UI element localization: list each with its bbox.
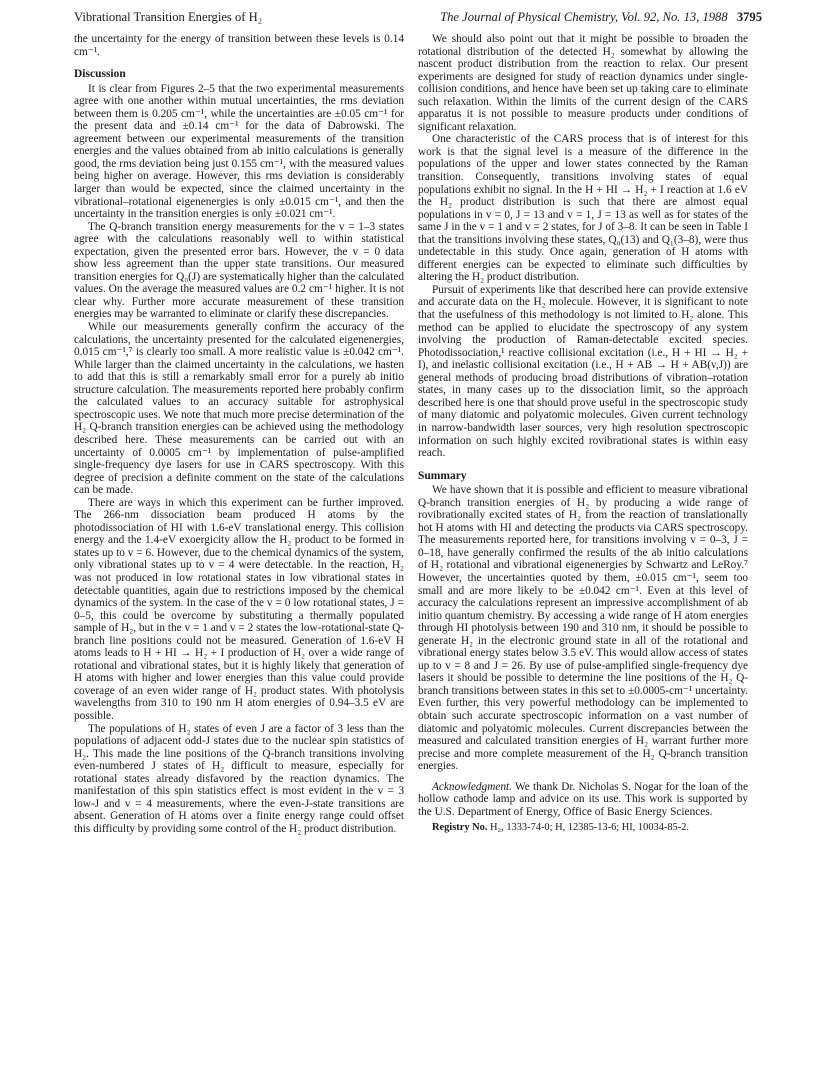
registry-text: H₂, 1333-74-0; H, 12385-13-6; HI, 10034-85-2. xyxy=(487,822,690,834)
discussion-paragraph: Pursuit of experiments like that described here can provide extensive and accurate data on the H₂ molecule. However, it is significant to note that the usefulness of this methodology is not limited to H₂ alone. This method can be applied to elucidate the spectroscopy of any system involving the production of Raman-detectable excited species. Photodissociation,¹ reactive collisional excitation (i.e., H + HI → H₂ + I), and inelastic collisional excitation (i.e., H + AB → H + AB(v,J)) are general methods of producing broad distributions of vibration–rotation states, in many cases up to the dissociation limit, so the approach described here is one that should prove useful in the spectroscopic study of many diatomic and polyatomic molecules. Given current technology in narrow-bandwidth laser sources, very high resolution spectroscopic information on such highly excited rovibrational states is within easy reach. xyxy=(418,283,748,460)
discussion-paragraph: There are ways in which this experiment can be further improved. The 266-nm dissociation beam produced H atoms by the photodissociation of HI with 1.6-eV translational energy. This collision energy and the 1.4-eV exoergicity allow the H₂ product to be formed in states up to v = 6. However, due to the chemical dynamics of the system, only vibrational states up to v = 4 were detectable. In the reaction, H₂ was not produced in low rotational states in low vibrational states in detectable quantities, again due to restrictions imposed by the chemical dynamics of the system. In the case of the v = 0 low rotational states, J = 0–5, this could be overcome by substituting a thermally populated sample of H₂, but in the v = 1 and v = 2 states the low-rotational-state Q-branch line positions could not be measured. Generation of 1.6-eV H atoms leads to H + HI → H₂ + I production of H₂ over a wide range of rotational and vibrational states, but it is highly likely that generation of H atoms with higher and lower energies than this value could provide coverage of an even wider range of H₂ product states. With photolysis wavelengths from 310 to 190 nm H atom energies of 0.94–3.5 eV are possible. xyxy=(74,496,404,722)
registry-label: Registry No. xyxy=(432,822,488,834)
discussion-paragraph: The Q-branch transition energy measurements for the v = 1–3 states agree with the calculations reasonably well to within statistical expectation, given the presented error bars. However, the v = 0 data show less agreement than the upper state transitions. Our measured transition energies for Q₀(J) are systematically higher than the calculated values. On the average the measured values are 0.2 cm⁻¹ higher. It is not clear why. Further more accurate measurement of these transition energies may be warranted to eliminate or clarify these discrepancies. xyxy=(74,220,404,321)
running-title: Vibrational Transition Energies of H₂ xyxy=(74,10,263,24)
registry-numbers xyxy=(418,822,748,835)
journal-citation: The Journal of Physical Chemistry, Vol. 92, No. 13, 1988 xyxy=(440,10,728,24)
acknowledgment-text: We thank Dr. Nicholas S. Nogar for the loan of the hollow cathode lamp and advice on its use. This work is supported by the U.S. Department of Energy, Office of Basic Energy Sciences. xyxy=(418,780,748,818)
page-number: 3795 xyxy=(736,10,762,24)
discussion-paragraph: We should also point out that it might be possible to broaden the rotational distribution of the detected H₂ somewhat by allowing the nascent product distribution from the reaction to relax. Our present experiments are designed for study of reaction dynamics under single-collision conditions, and hence have been set up taking care to eliminate such relaxation. Within the limits of the current design of the CARS apparatus it is not possible to measure products under conditions of significant relaxation. xyxy=(418,33,748,133)
discussion-heading: Discussion xyxy=(74,68,126,81)
acknowledgment-paragraph xyxy=(418,781,748,819)
summary-paragraph: We have shown that it is possible and efficient to measure vibrational Q-branch transition energies of H₂ by producing a wide range of rovibrationally excited states of H₂ from the reaction of translationally hot H atoms with HI and detecting the products via CARS spectroscopy. The measurements reported here, for transitions involving v = 0–3, J = 0–18, have generally confirmed the results of the ab initio calculations of H₂ rotational and vibrational eigenenergies by Schwartz and LeRoy.⁷ However, the uncertainties quoted by them, ±0.015 cm⁻¹, seem too small and are more likely to be ±0.042 cm⁻¹. Even at this level of accuracy the calculations represent an impressive accomplishment of ab initio quantum chemistry. By accessing a wide range of H atom energies through HI photolysis between 190 and 310 nm, it should be possible to generate H₂ in the electronic ground state in all of the rotational and vibrational energy states below 3.5 eV. This would allow access of states up to v = 8 and J = 26. By use of pulse-amplified single-frequency dye lasers it should be possible to determine the line positions of the H₂ Q-branch transitions between states in this set to ±0.0005-cm⁻¹ uncertainty. Even further, this very powerful methodology can be implemented to obtain such accurate spectroscopic information on a vast number of diatomic and polyatomic molecules. Current discrepancies between the measured and calculated transition energies of H₂ warrant further more precise and more complete measurement of the H₂ Q-branch transition energies. xyxy=(418,484,748,773)
right-column xyxy=(418,33,748,835)
journal-header xyxy=(440,10,762,25)
acknowledgment-label: Acknowledgment. xyxy=(432,780,512,793)
discussion-paragraph: It is clear from Figures 2–5 that the two experimental measurements agree with one another within mutual uncertainties, the rms deviation between them is 0.205 cm⁻¹, while the uncertainties are ±0.05 cm⁻¹ for the present data and ±0.14 cm⁻¹ for the data of Dabrowski. The agreement between our experimental measurements of the transition energies and the values obtained from ab initio calculations is generally good, the rms deviation being just 0.155 cm⁻¹, with the measured values being higher on average. However, this rms deviation is considerably larger than would be expected, since the claimed uncertainty in the vibrational–rotational eigenenergies is only ±0.015 cm⁻¹, and then the uncertainty in the transition energies is only ±0.021 cm⁻¹. xyxy=(74,82,404,221)
discussion-paragraph: While our measurements generally confirm the accuracy of the calculations, the uncertainty presented for the calculated eigenenergies, 0.015 cm⁻¹,⁷ is clearly too small. A more realistic value is ±0.042 cm⁻¹. While larger than the claimed uncertainty in the calculations, we hasten to add that this is still a remarkably small error for a purely ab initio structure calculation. The measurements reported here probably confirm the calculated values to an accuracy suitable for astrophysical spectroscopic uses. We note that much more precise determination of the H₂ Q-branch transition energies can be achieved using the methodology described here. These measurements can be carried out with an uncertainty of 0.0005 cm⁻¹ by implementation of pulse-amplified single-frequency dye lasers for use in CARS spectroscopy. With this degree of precision a definite comment on the state of the calculations can be made. xyxy=(74,321,404,497)
summary-heading: Summary xyxy=(418,469,467,482)
discussion-paragraph: The populations of H₂ states of even J are a factor of 3 less than the populations of adjacent odd-J states due to the nuclear spin statistics of H₂. This made the line positions of the Q-branch transitions involving even-numbered J states of H₂ difficult to measure, especially for rotational states already disfavored by the reaction dynamics. The manifestation of this spin statistics effect is most evident in the v = 3 low-J and v = 4 measurements, where the even-J-state transitions are absent. Generation of H atoms over a finite energy range could offset this difficulty by providing some control of the H₂ product distribution. xyxy=(74,722,404,835)
intro-paragraph: the uncertainty for the energy of transition between these levels is 0.14 cm⁻¹. xyxy=(74,33,404,58)
left-column xyxy=(74,33,404,835)
discussion-paragraph: One characteristic of the CARS process that is of interest for this work is that the signal level is a measure of the difference in the populations of the upper and lower states connected by the Raman transition. Consequently, transitions involving states of equal populations exhibit no signal. In the H + HI → H₂ + I reaction at 1.6 eV the H₂ product distribution is such that there are almost equal populations in v = 0, J = 13 and v = 1, J = 13 as well as for states of the same J in the v = 1 and v = 2 states, for J of 3–8. It can be seen in Table I that the transitions involving these states, Q₀(13) and Q₁(3–8), were thus undetectable in this study. Once again, generation of H atoms with different energies can be expected to eliminate such difficulties by altering the H₂ product distribution. xyxy=(418,133,748,284)
